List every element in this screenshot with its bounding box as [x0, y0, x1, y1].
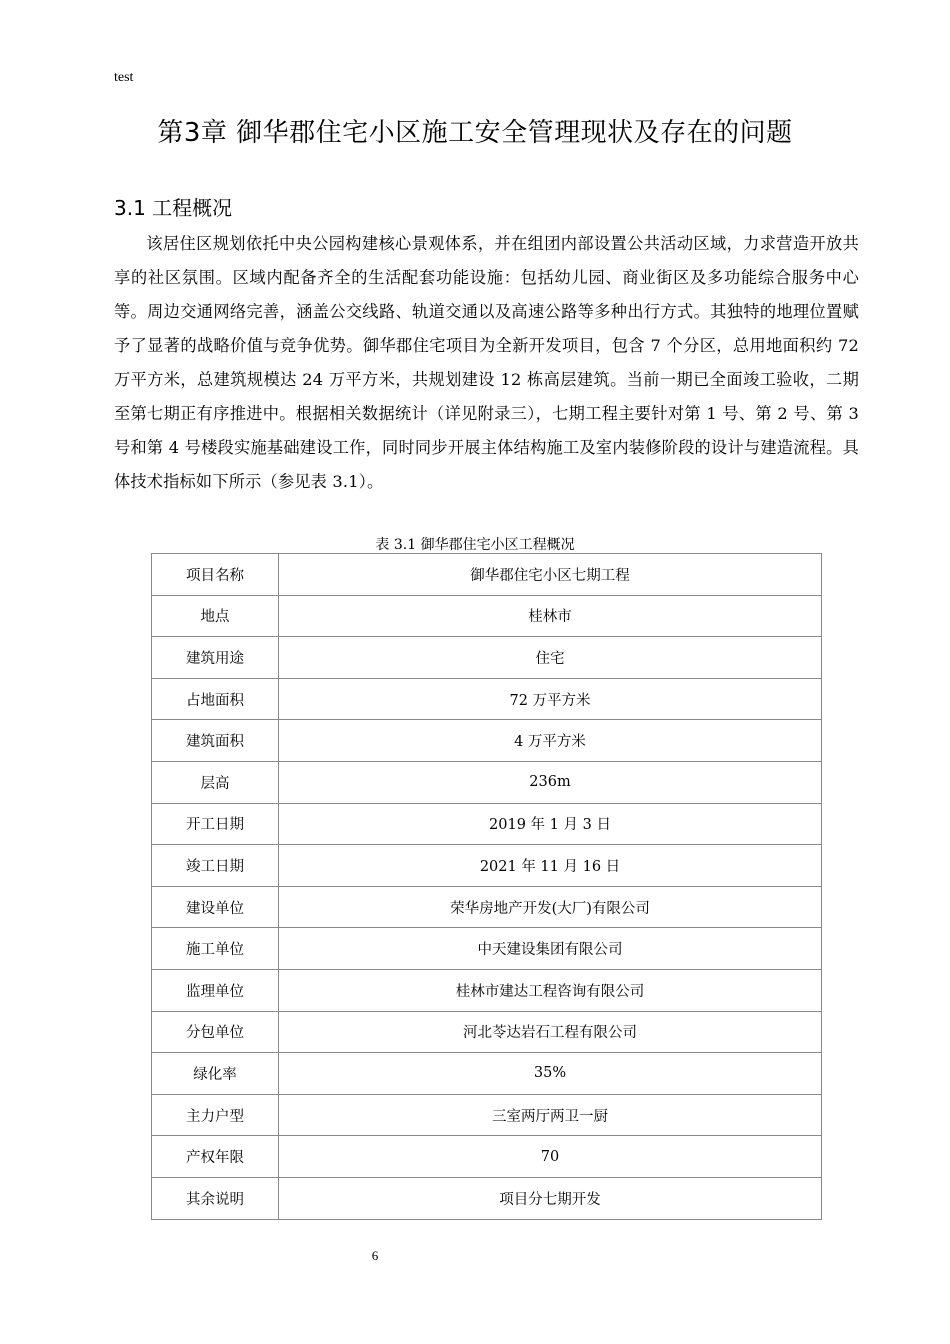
row-value: 三室两厅两卫一厨: [279, 1094, 822, 1136]
row-label: 建设单位: [152, 886, 279, 928]
row-value: 桂林市建达工程咨询有限公司: [279, 969, 822, 1011]
overview-table: [151, 553, 822, 1220]
row-value: 35%: [279, 1053, 822, 1095]
row-label: 产权年限: [152, 1136, 279, 1178]
row-label: 地点: [152, 595, 279, 637]
section-heading: 3.1 工程概况: [114, 196, 233, 220]
row-value: 2021 年 11 月 16 日: [279, 845, 822, 887]
row-label: 竣工日期: [152, 845, 279, 887]
running-header: test: [114, 70, 134, 85]
row-value: 河北苓达岩石工程有限公司: [279, 1011, 822, 1053]
table-row: [152, 803, 822, 845]
page-number: 6: [371, 1248, 379, 1263]
row-label: 层高: [152, 761, 279, 803]
table-row: [152, 1094, 822, 1136]
row-label: 其余说明: [152, 1177, 279, 1219]
row-value: 4 万平方米: [279, 720, 822, 762]
row-label: 主力户型: [152, 1094, 279, 1136]
row-label: 监理单位: [152, 969, 279, 1011]
row-value: 72 万平方米: [279, 678, 822, 720]
row-value: 70: [279, 1136, 822, 1178]
row-label: 项目名称: [152, 554, 279, 596]
table-row: [152, 1011, 822, 1053]
body-paragraph: 该居住区规划依托中央公园构建核心景观体系，并在组团内部设置公共活动区域，力求营造开放共享的社区氛围。区域内配备齐全的生活配套功能设施：包括幼儿园、商业街区及多功能综合服务中心等。周边交通网络完善，涵盖公交线路、轨道交通以及高速公路等多种出行方式。其独特的地理位置赋予了显著的战略价值与竞争优势。御华郡住宅项目为全新开发项目，包含 7 个分区，总用地面积约 72 万平方米，总建筑规模达 24 万平方米，共规划建设 12 栋高层建筑。当前一期已全面竣工验收，二期至第七期正有序推进中。根据相关数据统计（详见附录三），七期工程主要针对第 1 号、第 2 号、第 3 号和第 4 号楼段实施基础建设工作，同时同步开展主体结构施工及室内装修阶段的设计与建造流程。具体技术指标如下所示（参见表 3.1）。: [114, 234, 859, 491]
row-value: 住宅: [279, 637, 822, 679]
row-label: 建筑用途: [152, 637, 279, 679]
table-row: [152, 1177, 822, 1219]
row-label: 占地面积: [152, 678, 279, 720]
row-value: 236m: [279, 761, 822, 803]
table-row: [152, 678, 822, 720]
table-row: [152, 928, 822, 970]
row-value: 2019 年 1 月 3 日: [279, 803, 822, 845]
table-caption: 表 3.1 御华郡住宅小区工程概况: [375, 537, 575, 553]
table-row: [152, 969, 822, 1011]
chapter-title: 第3章 御华郡住宅小区施工安全管理现状及存在的问题: [157, 118, 793, 148]
table-row: [152, 637, 822, 679]
row-value: 项目分七期开发: [279, 1177, 822, 1219]
table-row: [152, 886, 822, 928]
row-label: 施工单位: [152, 928, 279, 970]
row-value: 御华郡住宅小区七期工程: [279, 554, 822, 596]
table-row: [152, 554, 822, 596]
table-row: [152, 845, 822, 887]
row-label: 绿化率: [152, 1053, 279, 1095]
table-row: [152, 595, 822, 637]
row-value: 中天建设集团有限公司: [279, 928, 822, 970]
row-label: 分包单位: [152, 1011, 279, 1053]
overview-table-container: [151, 553, 822, 1220]
table-row: [152, 720, 822, 762]
row-value: 荣华房地产开发(大厂)有限公司: [279, 886, 822, 928]
row-label: 开工日期: [152, 803, 279, 845]
row-label: 建筑面积: [152, 720, 279, 762]
table-row: [152, 761, 822, 803]
table-row: [152, 1053, 822, 1095]
row-value: 桂林市: [279, 595, 822, 637]
table-row: [152, 1136, 822, 1178]
